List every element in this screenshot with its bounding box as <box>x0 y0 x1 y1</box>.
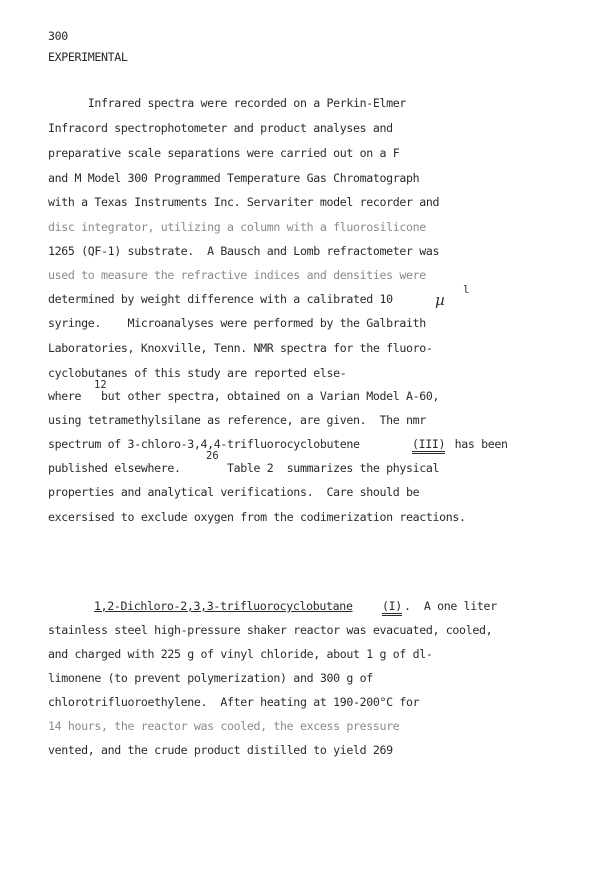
micro-symbol: µ <box>435 291 445 309</box>
para1-line: Laboratories, Knoxville, Tenn. NMR spectra for the fluoro- <box>48 341 433 355</box>
para1-line: spectrum of 3-chloro-3,4,4-trifluorocyclobutene <box>48 437 360 451</box>
para1-line: properties and analytical verifications. Care should be <box>48 485 420 499</box>
reference-superscript: 12 <box>94 379 107 391</box>
para1-line: preparative scale separations were carried out on a F <box>48 146 400 160</box>
micro-unit: l <box>463 284 470 296</box>
para1-line: cyclobutanes of this study are reported else- <box>48 366 347 380</box>
page-number: 300 <box>48 29 68 43</box>
para1-line: with a Texas Instruments Inc. Servariter model recorder and <box>48 195 440 209</box>
para1-line: 1265 (QF-1) substrate. A Bausch and Lomb refractometer was <box>48 244 440 258</box>
para2-line: vented, and the crude product distilled to yield 269 <box>48 743 393 757</box>
section-heading: EXPERIMENTAL <box>48 50 128 64</box>
para1-line: used to measure the refractive indices and densities were <box>48 268 426 282</box>
para2-line: 14 hours, the reactor was cooled, the excess pressure <box>48 719 400 733</box>
compound-label: (I) <box>382 599 402 616</box>
para1-line: disc integrator, utilizing a column with a fluorosilicone <box>48 220 426 234</box>
para1-line: Infracord spectrophotometer and product analyses and <box>48 121 393 135</box>
para2-line: . A one liter <box>404 599 497 613</box>
compound-label: (III) <box>412 437 445 454</box>
para2-line: limonene (to prevent polymerization) and 300 g of <box>48 671 373 685</box>
para1-line-tail: has been <box>448 437 508 451</box>
para2-line: and charged with 225 g of vinyl chloride, about 1 g of dl- <box>48 647 433 661</box>
para1-line: determined by weight difference with a calibrated 10 <box>48 292 393 306</box>
para1-line: where but other spectra, obtained on a Varian Model A-60, <box>48 389 440 403</box>
para1-line: Infrared spectra were recorded on a Perkin-Elmer <box>48 96 407 110</box>
para1-line: syringe. Microanalyses were performed by the Galbraith <box>48 316 426 330</box>
para2-line: stainless steel high-pressure shaker reactor was evacuated, cooled, <box>48 623 493 637</box>
reference-superscript: 26 <box>206 450 219 462</box>
compound-heading: 1,2-Dichloro-2,3,3-trifluorocyclobutane <box>94 599 353 613</box>
para1-line: excersised to exclude oxygen from the codimerization reactions. <box>48 510 466 524</box>
para1-line: published elsewhere. Table 2 summarizes the physical <box>48 461 440 475</box>
para1-line: using tetramethylsilane as reference, are given. The nmr <box>48 413 426 427</box>
para1-line: and M Model 300 Programmed Temperature Gas Chromatograph <box>48 171 420 185</box>
para2-line: chlorotrifluoroethylene. After heating at 190-200°C for <box>48 695 420 709</box>
